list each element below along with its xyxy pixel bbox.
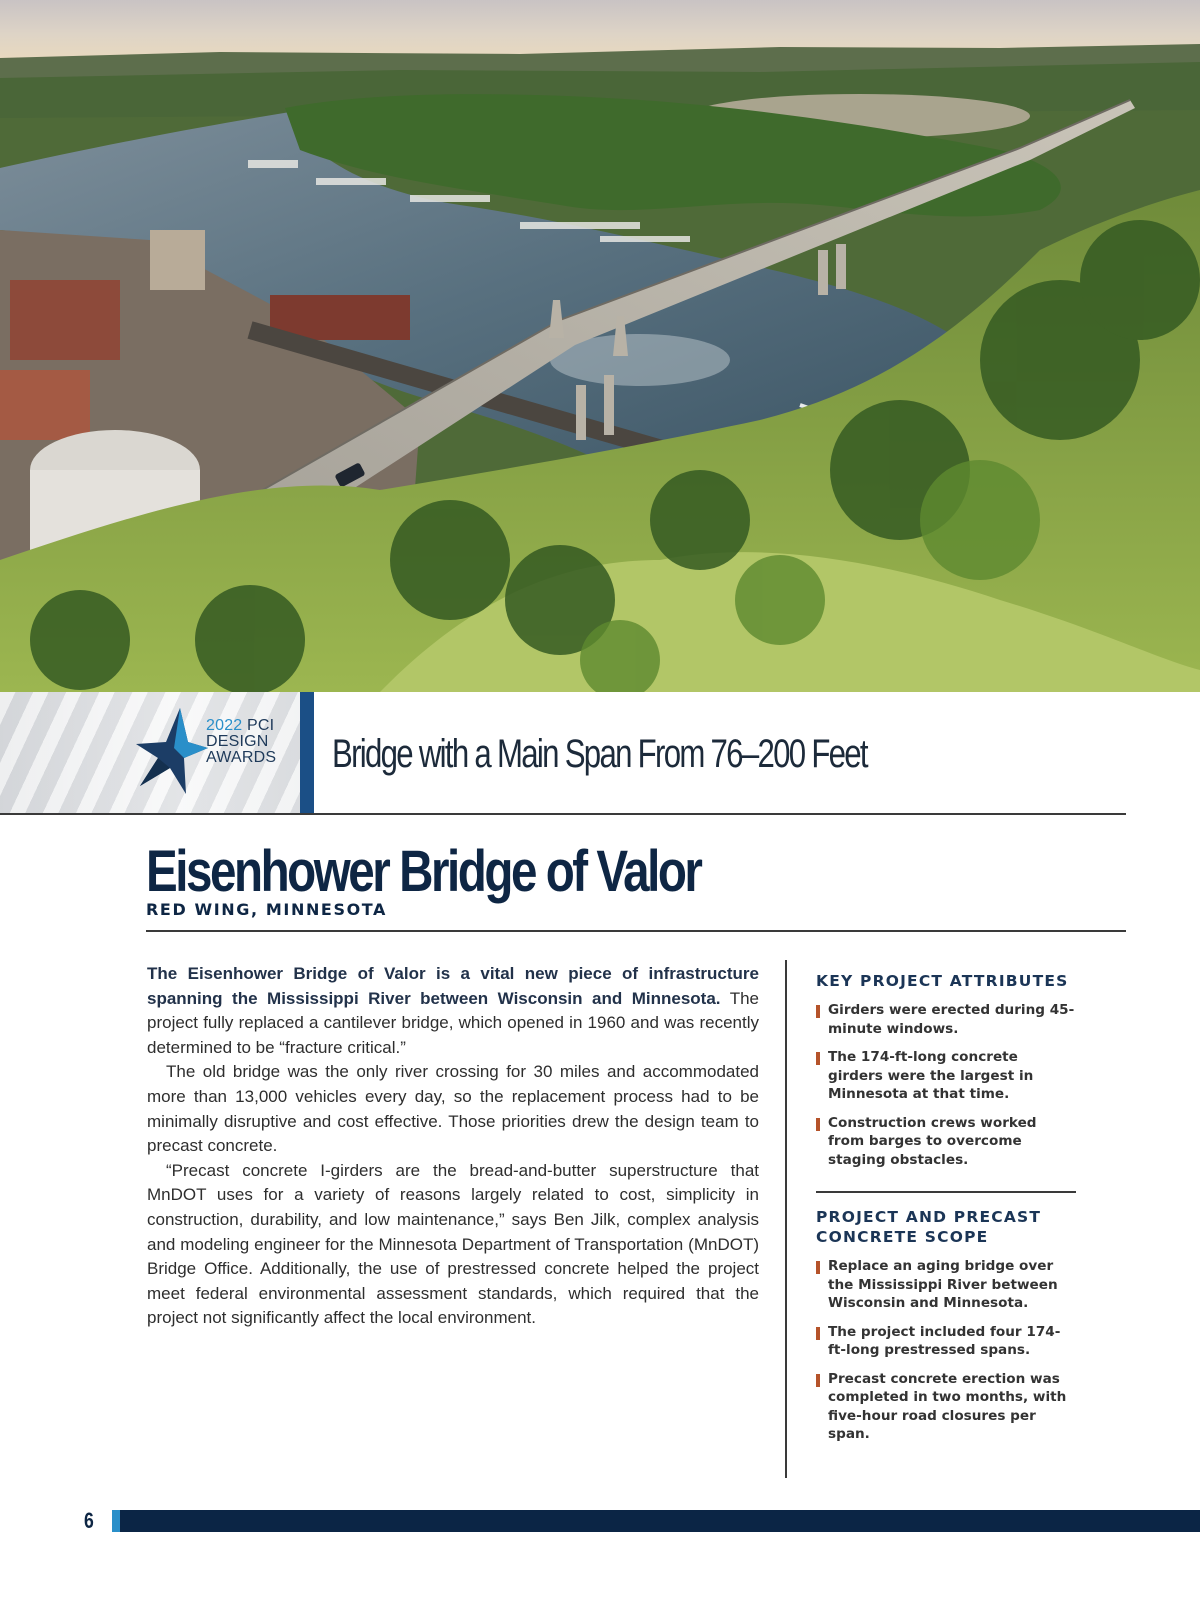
paragraph-1-rest: The project fully replaced a cantilever bridge, which opened in 1960 and was recently determined to be “fracture critical.” [147, 988, 759, 1057]
project-title: Eisenhower Bridge of Valor [146, 839, 701, 904]
award-pci: PCI [242, 717, 275, 734]
award-label [206, 718, 290, 766]
list-item: Replace an aging bridge over the Mississippi River between Wisconsin and Minnesota. [816, 1257, 1076, 1313]
bullet-bar-icon [816, 1118, 820, 1131]
award-year: 2022 [206, 717, 243, 734]
bridge-aerial-illustration [0, 0, 1200, 692]
project-location: RED WING, MINNESOTA [146, 900, 388, 919]
list-item: Girders were erected during 45-minute windows. [816, 1001, 1076, 1038]
page-number: 6 [84, 1508, 94, 1533]
hero-photo [0, 0, 1200, 692]
sidebar-divider [816, 1191, 1076, 1193]
paragraph-2: The old bridge was the only river crossing for 30 miles and accommodated more than 13,000 vehicles every day, so the replacement process had to be minimally disruptive and cost effective. Those priorities drew the design team to precast concrete. [147, 1062, 759, 1156]
list-item: Precast concrete erection was completed in two months, with five-hour road closures per span. [816, 1370, 1076, 1444]
project-scope-list [816, 1257, 1076, 1444]
award-line-awards: AWARDS [206, 749, 277, 766]
key-attributes-list [816, 1001, 1076, 1169]
lead-sentence: The Eisenhower Bridge of Valor is a vital new piece of infrastructure spanning the Mississippi River between Wisconsin and Minnesota. [147, 964, 759, 1008]
column-divider [785, 960, 787, 1478]
paragraph-3: “Precast concrete I-girders are the bread-and-butter superstructure that MnDOT uses for a variety of reasons largely related to cost, simplicity in construction, durability, and low maintenance,” says Ben Jilk, complex analysis and modeling engineer for the Minnesota Department of Transportation (MnDOT) Bridge Office. Additionally, the use of prestressed concrete helped the project meet federal environmental assessment standards, which required that the project not significantly affect the local environment. [147, 1160, 759, 1328]
list-item: Construction crews worked from barges to overcome staging obstacles. [816, 1114, 1076, 1170]
paragraph-1 [147, 962, 759, 1060]
bullet-bar-icon [816, 1374, 820, 1387]
bullet-bar-icon [816, 1052, 820, 1065]
banner-accent-stripe [300, 692, 314, 814]
title-rule [146, 930, 1126, 932]
project-scope-box [816, 1207, 1076, 1454]
footer-bar [120, 1510, 1200, 1532]
list-item: The 174-ft-long concrete girders were the largest in Minnesota at that time. [816, 1048, 1076, 1104]
project-scope-heading: PROJECT AND PRECAST CONCRETE SCOPE [816, 1208, 1042, 1246]
award-line-design: DESIGN [206, 733, 269, 750]
footer-accent [112, 1510, 120, 1532]
list-item: The project included four 174-ft-long prestressed spans. [816, 1323, 1076, 1360]
bullet-bar-icon [816, 1005, 820, 1018]
key-attributes-box [816, 971, 1076, 1179]
key-attributes-heading: KEY PROJECT ATTRIBUTES [816, 972, 1069, 990]
award-badge-panel [0, 692, 300, 814]
article-body [147, 962, 759, 1331]
star-logo-icon [136, 708, 208, 794]
bullet-bar-icon [816, 1261, 820, 1274]
bullet-bar-icon [816, 1327, 820, 1340]
award-category-title: Bridge with a Main Span From 76–200 Feet [332, 732, 867, 776]
banner-rule [0, 813, 1126, 815]
